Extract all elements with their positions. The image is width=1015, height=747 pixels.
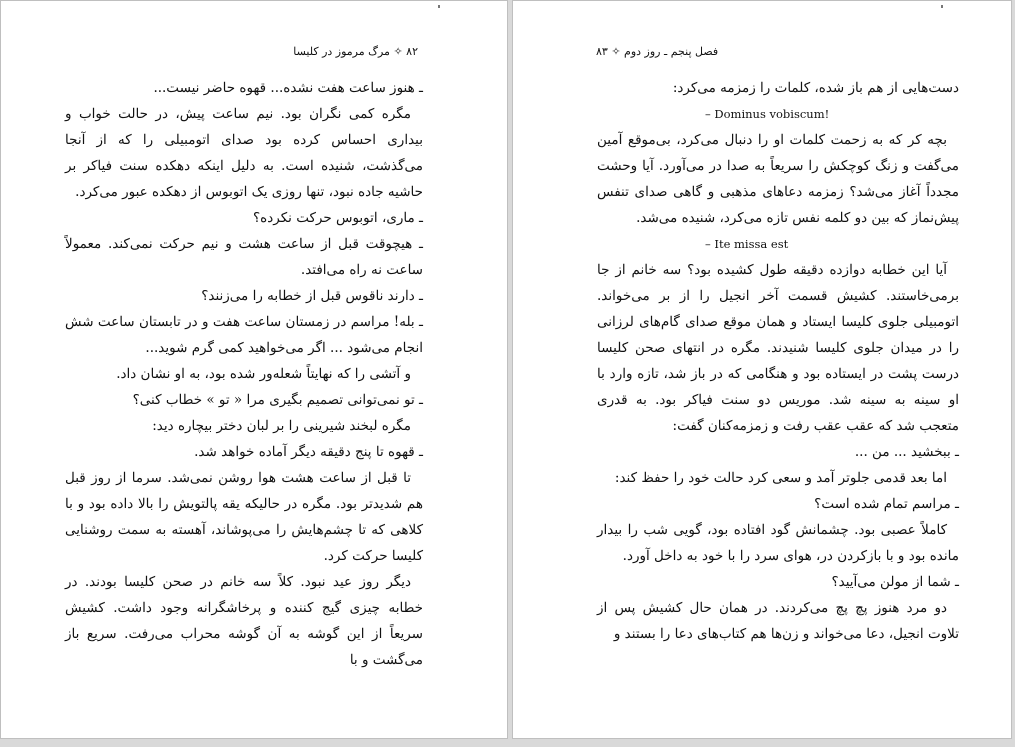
paragraph: ـ مراسم تمام شده است؟ <box>814 496 959 512</box>
paragraph: تا قبل از ساعت هشت هوا روشن نمی‌شد. سرما از روز قبل هم شدیدتر بود. مگره در حالیکه یقه پالتویش را بالا داده بود و با کلاهی که تا چشم‌هایش را می‌پوشاند، آهسته به سمت روشنایی کلیسا حرکت کرد. <box>65 470 423 564</box>
paragraph: ـ هیچوقت قبل از ساعت هشت و نیم حرکت نمی‌کند. معمولاً ساعت نه راه می‌افتد. <box>65 236 423 278</box>
paragraph: بچه کر که به زحمت کلمات او را دنبال می‌کرد، بی‌موقع آمین می‌گفت و زنگ کوچکش را سریعاً به صدا در می‌آورد. آیا وحشت مجدداً آغاز می‌شد؟ زمزمه دعاهای مذهبی و گاهی صدای تنفس پیش‌نماز که بین دو کلمه نفس تازه می‌کرد، شنیده می‌شد. <box>597 132 959 226</box>
left-page <box>0 0 508 739</box>
paragraph: ـ بله! مراسم در زمستان ساعت هفت و در تابستان ساعت شش انجام می‌شود ... اگر می‌خواهید کمی گرم شوید... <box>65 314 423 356</box>
page-corner-mark <box>941 5 943 8</box>
paragraph: ـ شما از مولن می‌آیید؟ <box>831 574 959 590</box>
paragraph: ـ دارند ناقوس قبل از خطابه را می‌زنند؟ <box>201 288 423 304</box>
right-page-body <box>597 75 959 647</box>
paragraph: مگره لبخند شیرینی را بر لبان دختر بیچاره دید: <box>152 418 411 434</box>
paragraph: دست‌هایی از هم باز شده، کلمات را زمزمه می‌کرد: <box>672 80 959 96</box>
paragraph: اما بعد قدمی جلوتر آمد و سعی کرد حالت خود را حفظ کند: <box>614 470 947 486</box>
left-page-header: ۸۲ ✧ مرگ مرموز در کلیسا <box>293 45 418 58</box>
paragraph: مگره کمی نگران بود. نیم ساعت پیش، در حالت خواب و بیداری احساس کرده بود صدای اتومبیلی را که از آنجا می‌گذشت، شنیده است. به دلیل اینکه دهکده سنت فیاکر بر حاشیه جاده نبود، تنها روزی یک اتوبوس از دهکده عبور می‌کرد. <box>65 106 423 200</box>
right-page <box>512 0 1012 739</box>
left-page-body <box>65 75 423 673</box>
right-page-header: فصل پنجم ـ روز دوم ✧ ۸۳ <box>596 45 719 58</box>
paragraph: دیگر روز عید نبود. کلاً سه خانم در صحن کلیسا بودند. در خطابه چیزی گیج کننده و پرخاشگرانه وجود داشت. کشیش سریعاً از این گوشه به آن گوشه محراب می‌رفت. سریع باز می‌گشت و با <box>65 574 423 668</box>
latin-liturgy-line: – Dominus vobiscum! <box>705 107 830 121</box>
paragraph: ـ هنوز ساعت هفت نشده... قهوه حاضر نیست... <box>153 80 423 96</box>
paragraph: دو مرد هنوز پچ پچ می‌کردند. در همان حال کشیش پس از تلاوت انجیل، دعا می‌خواند و زن‌ها هم کتاب‌های دعا را بستند و <box>597 600 959 642</box>
paragraph: و آتشی را که نهایتاً شعله‌ور شده بود، به او نشان داد. <box>116 366 411 382</box>
page-corner-mark <box>438 5 440 8</box>
paragraph: آیا این خطابه دوازده دقیقه طول کشیده بود؟ سه خانم از جا برمی‌خاستند. کشیش قسمت آخر انجیل را از بر می‌خواند. اتومبیلی جلوی کلیسا ایستاد و همان موقع صدای گام‌های لرزانی را در میدان جلوی کلیسا شنیدند. مگره در انتهای صحن کلیسا درست پشت در ایستاده بود و هنگامی که در باز شد، تازه وارد با او سینه به سینه شد. موریس دو سنت فیاکر بود. به قدری متعجب شد که عقب عقب رفت و زمزمه‌کنان گفت: <box>597 262 959 434</box>
paragraph: ـ تو نمی‌توانی تصمیم بگیری مرا « تو » خطاب کنی؟ <box>132 392 423 408</box>
paragraph: کاملاً عصبی بود. چشمانش گود افتاده بود، گویی شب را بیدار مانده بود و با بازکردن در، هوای سرد را با خود به داخل آورد. <box>597 522 959 564</box>
latin-liturgy-line: – Ite missa est <box>705 237 789 251</box>
paragraph: ـ ببخشید ... من ... <box>854 444 959 460</box>
paragraph: ـ قهوه تا پنج دقیقه دیگر آماده خواهد شد. <box>194 444 423 460</box>
paragraph: ـ ماری، اتوبوس حرکت نکرده؟ <box>253 210 423 226</box>
